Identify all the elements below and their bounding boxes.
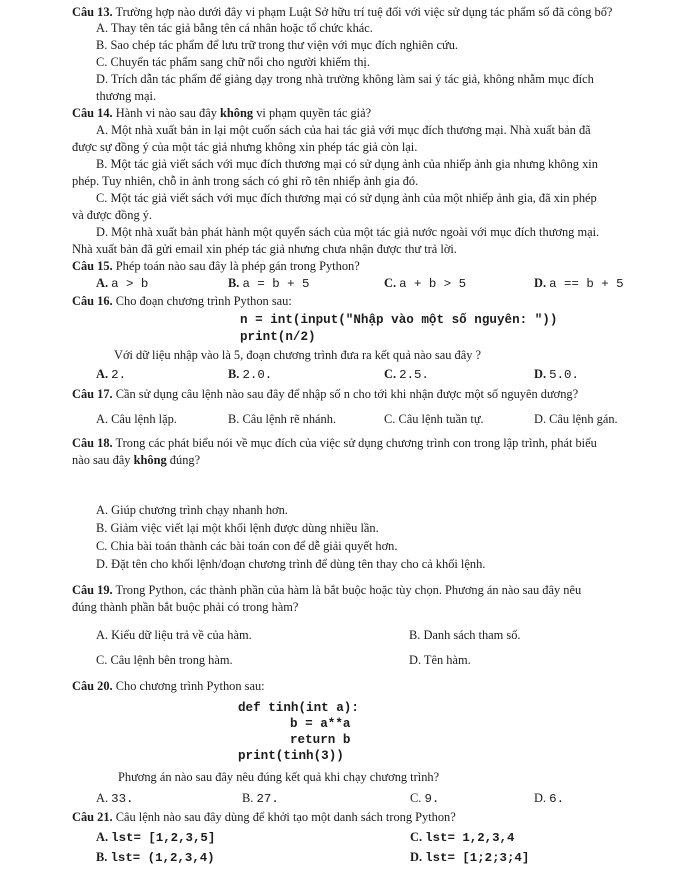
option-a: A. Một nhà xuất bản in lại một cuốn sách của hai tác giả với mục đích thương mại. Nhà xuất bản đã bbox=[96, 123, 591, 137]
question-text: Cho chương trình Python sau: bbox=[115, 679, 265, 693]
question-17 bbox=[72, 386, 578, 402]
question-14 bbox=[72, 105, 371, 121]
option-label: C. bbox=[410, 791, 422, 805]
question-15 bbox=[72, 258, 360, 274]
option-label: C. bbox=[410, 830, 423, 844]
question-text: Cho đoạn chương trình Python sau: bbox=[115, 294, 292, 308]
question-number: Câu 15. bbox=[72, 259, 113, 273]
question-number: Câu 14. bbox=[72, 106, 113, 120]
question-text: Trong các phát biểu nói về mục đích của việc sử dụng chương trình con trong lập trình, phát biểu bbox=[115, 436, 597, 450]
question-prompt: Phương án nào sau đây nêu đúng kết quả khi chạy chương trình? bbox=[118, 770, 440, 784]
option-b bbox=[242, 790, 279, 807]
option-a: A. Kiểu dữ liệu trả về của hàm. bbox=[96, 628, 252, 642]
option-value: a + b > 5 bbox=[399, 277, 467, 291]
option-c bbox=[384, 275, 466, 292]
option-c bbox=[410, 829, 514, 846]
question-number: Câu 16. bbox=[72, 294, 113, 308]
question-prompt: Với dữ liệu nhập vào là 5, đoạn chương trình đưa ra kết quả nào sau đây ? bbox=[114, 348, 482, 362]
code-line-2: print(n/2) bbox=[240, 330, 316, 344]
question-number: Câu 17. bbox=[72, 387, 113, 401]
question-text: nào sau đây bbox=[72, 453, 131, 467]
option-value: a > b bbox=[111, 277, 149, 291]
option-d bbox=[534, 790, 564, 807]
option-b-continued: phép. Tuy nhiên, chỗ in ảnh trong sách có ghi rõ tên nhiếp ảnh gia đó. bbox=[72, 174, 419, 188]
question-text-end: đúng? bbox=[169, 453, 201, 467]
option-b: B. Sao chép tác phẩm để lưu trữ trong thư viện với mục đích nghiên cứu. bbox=[96, 38, 459, 52]
option-value: 27. bbox=[256, 792, 279, 806]
question-16 bbox=[72, 293, 292, 309]
question-number: Câu 18. bbox=[72, 436, 113, 450]
option-value: lst= 1,2,3,4 bbox=[425, 831, 515, 845]
question-text: Trường hợp nào dưới đây vi phạm Luật Sở hữu trí tuệ đối với việc sử dụng tác phẩm số đã công bố? bbox=[115, 5, 613, 19]
option-label: B. bbox=[96, 850, 108, 864]
option-label: D. bbox=[410, 850, 423, 864]
question-19-continued: đúng thành phần bắt buộc phải có trong hàm? bbox=[72, 600, 299, 614]
option-value: 9. bbox=[424, 792, 440, 806]
option-label: A. bbox=[96, 830, 109, 844]
option-value: 2.0. bbox=[242, 368, 273, 382]
option-b bbox=[96, 849, 215, 866]
option-a: A. Câu lệnh lặp. bbox=[96, 412, 177, 426]
option-value: 6. bbox=[549, 792, 565, 806]
option-b: B. Giảm việc viết lại một khối lệnh được dùng nhiều lần. bbox=[96, 521, 379, 535]
option-d-continued: thương mại. bbox=[96, 89, 157, 103]
option-label: C. bbox=[384, 276, 397, 290]
question-text-end: vi phạm quyền tác giả? bbox=[256, 106, 372, 120]
option-a: A. Giúp chương trình chạy nhanh hơn. bbox=[96, 503, 288, 517]
emphasis-word: không bbox=[133, 453, 167, 467]
option-label: D. bbox=[534, 367, 547, 381]
option-c: C. Chia bài toán thành các bài toán con để dễ giải quyết hơn. bbox=[96, 539, 398, 553]
option-c: C. Một tác giả viết sách với mục đích thương mại có sử dụng ảnh của một nhiếp ảnh gia, đã xin phép bbox=[96, 191, 597, 205]
option-value: a == b + 5 bbox=[549, 277, 624, 291]
option-value: 2. bbox=[111, 368, 127, 382]
option-label: A. bbox=[96, 367, 109, 381]
code-line-1: def tinh(int a): bbox=[238, 701, 359, 715]
option-value: lst= [1,2,3,5] bbox=[111, 831, 216, 845]
question-text: Trong Python, các thành phần của hàm là bắt buộc hoặc tùy chọn. Phương án nào sau đây nêu bbox=[115, 583, 582, 597]
option-c: C. Chuyển tác phẩm sang chữ nổi cho người khiếm thị. bbox=[96, 55, 370, 69]
option-d: D. Đặt tên cho khối lệnh/đoạn chương trình để dùng tên thay cho cả khối lệnh. bbox=[96, 557, 486, 571]
option-value: 2.5. bbox=[399, 368, 429, 382]
option-b: B. Câu lệnh rẽ nhánh. bbox=[228, 412, 337, 426]
question-19 bbox=[72, 582, 581, 598]
option-b bbox=[228, 275, 309, 292]
question-18-continued bbox=[72, 452, 200, 468]
option-a bbox=[96, 366, 126, 383]
question-text: Câu lệnh nào sau đây dùng để khởi tạo một danh sách trong Python? bbox=[115, 810, 456, 824]
option-b: B. Một tác giả viết sách với mục đích thương mại có sử dụng ảnh của nhiếp ảnh gia nhưng không xin bbox=[96, 157, 598, 171]
option-value: 5.0. bbox=[549, 368, 579, 382]
code-line-4: print(tinh(3)) bbox=[238, 749, 344, 763]
option-label: C. bbox=[384, 367, 397, 381]
option-a bbox=[96, 829, 215, 846]
question-18 bbox=[72, 435, 597, 451]
question-number: Câu 19. bbox=[72, 583, 113, 597]
option-c-continued: và được đồng ý. bbox=[72, 208, 153, 222]
option-a-continued: được sự đồng ý của một tác giả nhưng không xin phép tác giả còn lại. bbox=[72, 140, 418, 154]
option-a: A. Thay tên tác giả bằng tên cá nhân hoặc tổ chức khác. bbox=[96, 21, 373, 35]
option-label: A. bbox=[96, 791, 109, 805]
option-label: B. bbox=[242, 791, 254, 805]
option-value: lst= (1,2,3,4) bbox=[110, 851, 215, 865]
option-value: lst= [1;2;3;4] bbox=[425, 851, 530, 865]
question-text: Cần sử dụng câu lệnh nào sau đây để nhập số n cho tới khi nhận được một số nguyên dương? bbox=[115, 387, 579, 401]
option-value: a = b + 5 bbox=[242, 277, 310, 291]
option-c: C. Câu lệnh bên trong hàm. bbox=[96, 653, 233, 667]
option-a bbox=[96, 790, 133, 807]
question-number: Câu 20. bbox=[72, 679, 113, 693]
emphasis-word: không bbox=[220, 106, 254, 120]
option-c bbox=[384, 366, 429, 383]
option-a bbox=[96, 275, 148, 292]
question-21 bbox=[72, 809, 456, 825]
question-number: Câu 21. bbox=[72, 810, 113, 824]
option-c bbox=[410, 790, 439, 807]
option-value: 33. bbox=[111, 792, 134, 806]
option-d bbox=[410, 849, 529, 866]
option-label: B. bbox=[228, 367, 240, 381]
option-label: D. bbox=[534, 791, 547, 805]
code-line-3: return b bbox=[290, 733, 351, 747]
option-d bbox=[534, 275, 624, 292]
option-d-continued: Nhà xuất bản đã gửi email xin phép tác giả nhưng chưa nhận được thư trả lời. bbox=[72, 242, 457, 256]
question-13 bbox=[72, 4, 612, 20]
code-line-1: n = int(input("Nhập vào một số nguyên: ")) bbox=[240, 313, 558, 327]
question-text: Phép toán nào sau đây là phép gán trong Python? bbox=[115, 259, 360, 273]
option-label: A. bbox=[96, 276, 109, 290]
option-d: D. Một nhà xuất bản phát hành một quyển sách của một tác giả nước ngoài với mục đích thương mại. bbox=[96, 225, 600, 239]
option-d bbox=[534, 366, 579, 383]
option-c: C. Câu lệnh tuần tự. bbox=[384, 412, 484, 426]
question-number: Câu 13. bbox=[72, 5, 113, 19]
option-label: D. bbox=[534, 276, 547, 290]
code-line-2: b = a**a bbox=[290, 717, 351, 731]
option-label: B. bbox=[228, 276, 240, 290]
question-20 bbox=[72, 678, 265, 694]
option-b: B. Danh sách tham số. bbox=[409, 628, 521, 642]
question-text: Hành vi nào sau đây bbox=[115, 106, 217, 120]
option-b bbox=[228, 366, 272, 383]
option-d: D. Trích dẫn tác phẩm để giảng dạy trong nhà trường không làm sai ý tác giả, không nhằm mục đích bbox=[96, 72, 594, 86]
option-d: D. Câu lệnh gán. bbox=[534, 412, 618, 426]
option-d: D. Tên hàm. bbox=[409, 653, 471, 667]
